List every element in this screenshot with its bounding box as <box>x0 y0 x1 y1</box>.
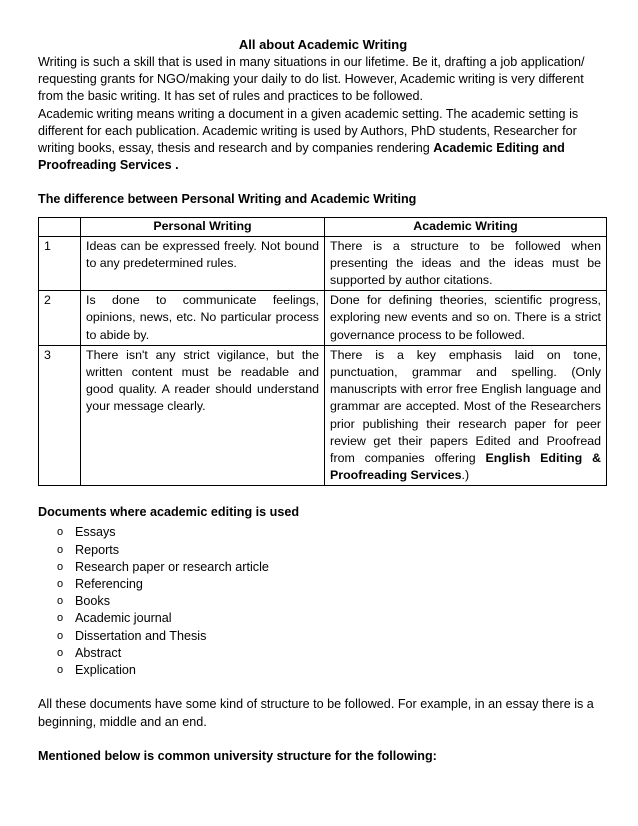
list-item <box>38 524 608 541</box>
document-title: All about Academic Writing <box>238 37 408 52</box>
bullet-icon: o <box>57 526 64 539</box>
table-header-row <box>39 218 607 236</box>
bullet-icon: o <box>57 543 64 556</box>
intro-paragraph-1: Writing is such a skill that is used in many situations in our lifetime. Be it, drafting a job application/ requesting grants for NGO/making your daily to do list. However, Academic writing is very different from the basic writing. It has set of rules and practices to be followed. <box>38 55 585 104</box>
table-cell-personal: There isn't any strict vigilance, but the written content must be readable and good quality. A reader should understand your message clearly. <box>81 345 325 486</box>
bullet-icon: o <box>57 595 64 608</box>
table-cell-academic: Done for defining theories, scientific progress, exploring new events and so on. There is a strict governance process to be followed. <box>325 291 607 346</box>
table-header-academic: Academic Writing <box>325 218 607 236</box>
table-row <box>39 291 607 346</box>
list-item <box>38 576 608 593</box>
intro-paragraph-2-end: . <box>171 158 179 173</box>
table-row <box>39 345 607 486</box>
bullet-icon: o <box>57 578 64 591</box>
list-item <box>38 610 608 627</box>
bullet-icon: o <box>57 664 64 677</box>
list-item-label: Books <box>75 594 111 609</box>
table-cell-academic <box>325 345 607 486</box>
structure-paragraph: All these documents have some kind of structure to be followed. For example, in an essay there is a beginning, middle and an end. <box>38 697 594 729</box>
bullet-icon: o <box>57 612 64 625</box>
table-header-num <box>39 218 81 236</box>
list-item-label: Abstract <box>75 645 122 660</box>
table-cell-num: 3 <box>39 345 81 486</box>
list-item <box>38 645 608 662</box>
table-cell-num: 1 <box>39 236 81 291</box>
list-item <box>38 662 608 679</box>
list-item-label: Research paper or research article <box>75 559 269 574</box>
table-cell-academic-end: .) <box>461 468 470 483</box>
table-cell-academic-text: There is a key emphasis laid on tone, punctuation, grammar and spelling. (Only manuscripts with error free English language and grammar are accepted. Most of the Researchers prior publishing their research paper for peer review get their papers Edited and Proofread from companies offering <box>330 347 601 466</box>
bullet-icon: o <box>57 629 64 642</box>
list-item <box>38 542 608 559</box>
list-item-label: Reports <box>75 542 120 557</box>
table-cell-num: 2 <box>39 291 81 346</box>
documents-heading: Documents where academic editing is used <box>38 505 300 520</box>
list-item-label: Academic journal <box>75 611 172 626</box>
table-cell-personal: Ideas can be expressed freely. Not bound to any predetermined rules. <box>81 236 325 291</box>
table-row <box>39 236 607 291</box>
list-item-label: Referencing <box>75 577 143 592</box>
intro-paragraph-2-bold: Academic Editing and Proofreading Services <box>38 141 565 173</box>
bullet-icon: o <box>57 560 64 573</box>
list-item-label: Dissertation and Thesis <box>75 628 207 643</box>
bullet-icon: o <box>57 646 64 659</box>
documents-list <box>38 524 608 679</box>
university-structure-heading: Mentioned below is common university structure for the following: <box>38 748 437 763</box>
table-cell-academic: There is a structure to be followed when presenting the ideas and the ideas must be supported by author citations. <box>325 236 607 291</box>
table-header-personal: Personal Writing <box>81 218 325 236</box>
list-item-label: Essays <box>75 525 116 540</box>
list-item <box>38 593 608 610</box>
intro-paragraph-2 <box>38 106 608 175</box>
comparison-table <box>38 217 607 486</box>
table-cell-personal: Is done to communicate feelings, opinions, news, etc. No particular process to abide by. <box>81 291 325 346</box>
table-cell-academic-bold: English Editing & Proofreading Services <box>330 451 601 483</box>
list-item <box>38 559 608 576</box>
document-page <box>38 36 608 765</box>
difference-heading: The difference between Personal Writing and Academic Writing <box>38 192 417 207</box>
list-item <box>38 628 608 645</box>
list-item-label: Explication <box>75 663 136 678</box>
intro-paragraph-2-text: Academic writing means writing a document in a given academic setting. The academic setting is different for each publication. Academic writing is used by Authors, PhD students, Researcher for writing books, essay, thesis and research and by companies rendering <box>38 106 579 156</box>
